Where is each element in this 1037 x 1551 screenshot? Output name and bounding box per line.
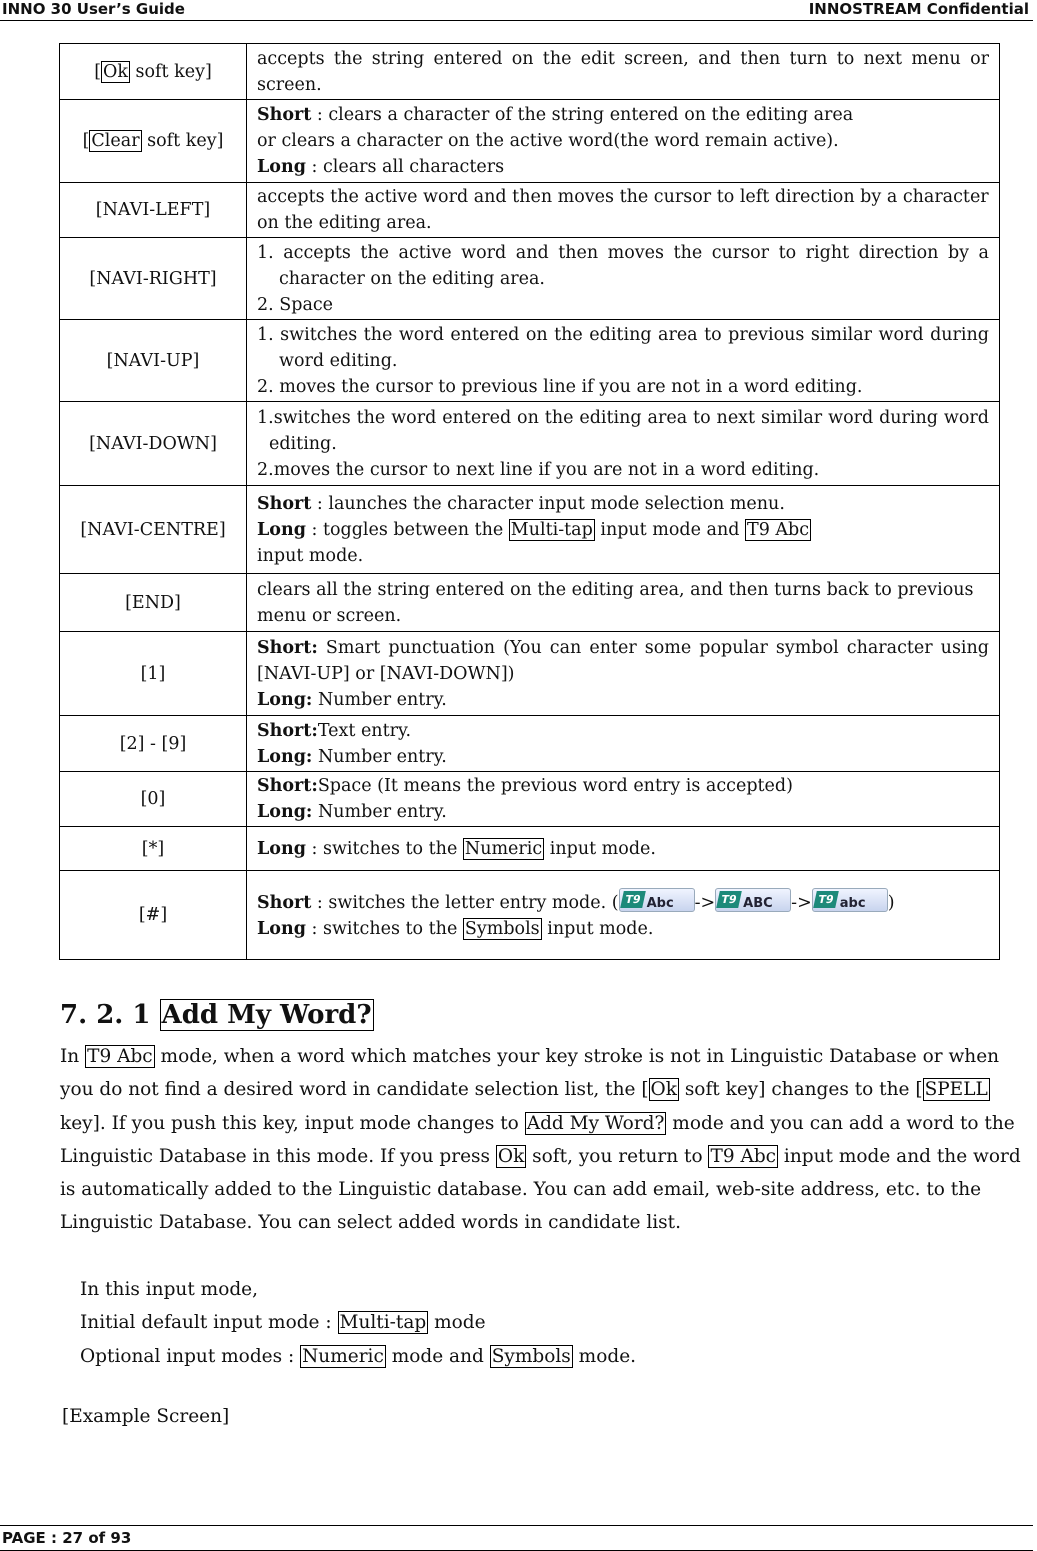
key-cell: [0] bbox=[60, 772, 247, 827]
doc-title: INNO 30 User’s Guide bbox=[2, 0, 185, 18]
key-cell: [NAVI-UP] bbox=[60, 320, 247, 402]
page-number: PAGE : 27 of 93 bbox=[2, 1529, 132, 1547]
key-cell: [#] bbox=[60, 871, 247, 960]
key-function-table bbox=[59, 43, 1000, 960]
t9-upper-mode-icon: T9 ABC bbox=[715, 888, 791, 912]
description-cell: accepts the active word and then moves the cursor to left direction by a character on the editing area. bbox=[247, 183, 1000, 238]
key-cell: [NAVI-LEFT] bbox=[60, 183, 247, 238]
table-row bbox=[60, 44, 1000, 100]
mode-name-box: T9 Abc bbox=[747, 519, 810, 540]
key-cell: [2] - [9] bbox=[60, 716, 247, 772]
mode-name-box: Multi-tap bbox=[510, 519, 593, 540]
table-row bbox=[60, 238, 1000, 320]
example-screen-label: [Example Screen] bbox=[62, 1406, 230, 1427]
description-cell: 1. accepts the active word and then moves the cursor to right direction by a character on the editing area. 2. Space bbox=[247, 238, 1000, 320]
key-cell: [*] bbox=[60, 827, 247, 871]
table-row bbox=[60, 871, 1000, 960]
description-cell: Short : switches the letter entry mode. ( T9 Abc -> T9 ABC -> T9 abc ) Long : switches to the Symbols input mode. bbox=[247, 871, 1000, 960]
table-row bbox=[60, 632, 1000, 716]
table-row bbox=[60, 486, 1000, 574]
section-paragraph: In T9 Abc mode, when a word which matches your key stroke is not in Linguistic Database or when you do not find a desired word in candidate selection list, the [ Ok soft key] changes to the [ SPELL key]. If you push this key, input mode changes to Add My Word? mode and you can add a word to the Linguistic Database in this mode. If you press Ok soft, you return to T9 Abc input mode and the word is automatically added to the Linguistic database. You can add email, web-site address, etc. to the Linguistic Database. You can select added words in candidate list. bbox=[60, 1046, 1021, 1234]
page-header bbox=[0, 0, 1033, 21]
description-cell: Short : clears a character of the string entered on the editing area or clears a character on the active word(the word remain active). Long : clears all characters bbox=[247, 100, 1000, 183]
key-cell: [NAVI-DOWN] bbox=[60, 402, 247, 486]
description-cell: clears all the string entered on the editing area, and then turns back to previous menu or screen. bbox=[247, 574, 1000, 632]
description-cell: accepts the string entered on the edit screen, and then turn to next menu or screen. bbox=[247, 44, 1000, 100]
section-title-box: Add My Word? bbox=[161, 1000, 372, 1030]
description-cell: 1. switches the word entered on the editing area to previous similar word during word editing. 2. moves the cursor to previous line if you are not in a word editing. bbox=[247, 320, 1000, 402]
key-cell: [NAVI-CENTRE] bbox=[60, 486, 247, 574]
t9-lower-mode-icon: T9 abc bbox=[812, 888, 888, 912]
mode-name-box: Symbols bbox=[464, 919, 540, 939]
table-row bbox=[60, 183, 1000, 238]
table-row bbox=[60, 402, 1000, 486]
page-footer bbox=[0, 1525, 1033, 1551]
optional-modes-line: Optional input modes : Numeric mode and Symbols mode. bbox=[80, 1346, 637, 1367]
description-cell: Long : switches to the Numeric input mode. bbox=[247, 827, 1000, 871]
table-row bbox=[60, 827, 1000, 871]
table-row bbox=[60, 772, 1000, 827]
description-cell: Short:Space (It means the previous word entry is accepted) Long: Number entry. bbox=[247, 772, 1000, 827]
section-heading: 7. 2. 1 Add My Word? bbox=[60, 1000, 372, 1030]
key-cell: [1] bbox=[60, 632, 247, 716]
mode-name-box: Numeric bbox=[464, 838, 543, 859]
description-cell: Short:Text entry. Long: Number entry. bbox=[247, 716, 1000, 772]
key-name-box: Clear bbox=[91, 131, 140, 151]
mode-intro: In this input mode, bbox=[80, 1279, 258, 1300]
table-row bbox=[60, 574, 1000, 632]
t9-abc-mode-icon: T9 Abc bbox=[619, 888, 695, 912]
key-cell: [ Ok soft key] bbox=[60, 44, 247, 100]
table-row bbox=[60, 320, 1000, 402]
default-mode-line: Initial default input mode : Multi-tap mode bbox=[80, 1312, 486, 1333]
description-cell: Short: Smart punctuation (You can enter some popular symbol character using [NAVI-UP] or [NAVI-DOWN]) Long: Number entry. bbox=[247, 632, 1000, 716]
key-cell: [NAVI-RIGHT] bbox=[60, 238, 247, 320]
table-row bbox=[60, 100, 1000, 183]
description-cell: Short : launches the character input mode selection menu. Long : toggles between the Multi-tap input mode and T9 Abc input mode. bbox=[247, 486, 1000, 574]
table-row bbox=[60, 716, 1000, 772]
description-cell: 1.switches the word entered on the editing area to next similar word during word editing. 2.moves the cursor to next line if you are not in a word editing. bbox=[247, 402, 1000, 486]
key-name-box: Ok bbox=[103, 61, 128, 82]
key-cell: [ Clear soft key] bbox=[60, 100, 247, 183]
key-cell: [END] bbox=[60, 574, 247, 632]
confidential-label: INNOSTREAM Confidential bbox=[808, 0, 1029, 18]
